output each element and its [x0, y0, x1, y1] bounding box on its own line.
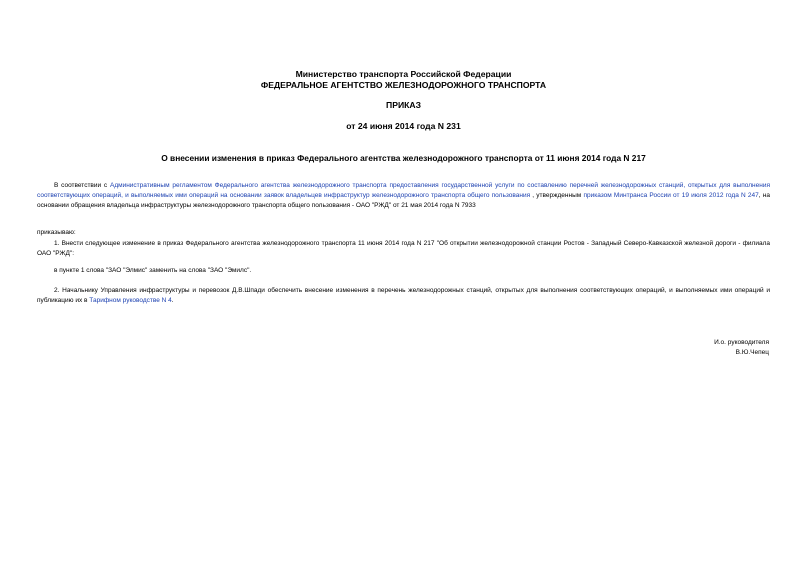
preamble-text-1: В соответствии с: [54, 182, 110, 189]
item-1-paragraph: 1. Внести следующее изменение в приказ Федерального агентства железнодорожного транспорта 11 июня 2014 года N 217 "Об открытии железнодорожной станции Ростов - Западный Северо-Кавказской железной дороги - филиала ОАО "РЖД":: [37, 240, 770, 257]
document-kind: ПРИКАЗ: [386, 100, 421, 110]
item-2-paragraph: [37, 286, 770, 306]
tariff-guide-link[interactable]: Тарифном руководстве N 4: [89, 297, 172, 304]
item-1-subparagraph: в пункте 1 слова "ЗАО "Элмис" заменить на слова "ЗАО "Эмилс".: [54, 267, 252, 274]
signature-role: И.о. руководителя: [714, 339, 769, 346]
regulation-link[interactable]: Административным регламентом Федерального агентства железнодорожного транспорта предоставления государственной услуги по составлению перечней железнодорожных станций, открытых для выполнения соответствующих операций, и выполняемых ими операций на основании заявок владельцев инфраструктур железнодорожного транспорта общего пользования: [37, 182, 770, 199]
ministry-title: Министерство транспорта Российской Федерации: [295, 69, 512, 79]
mintrans-order-link[interactable]: приказом Минтранса России от 19 июля 2012 года N 247: [583, 192, 759, 199]
order-word: приказываю:: [37, 229, 76, 236]
preamble-text-2: , утвержденным: [530, 192, 584, 199]
signature-name: В.Ю.Чепец: [735, 349, 769, 356]
preamble-text-3: , на основании обращения владельца инфраструктуры железнодорожного транспорта общего пользования - ОАО "РЖД" от 21 мая 2014 года N 7933: [37, 192, 770, 209]
document-date-number: от 24 июня 2014 года N 231: [346, 121, 461, 131]
item-2-text-1: 2. Начальнику Управления инфраструктуры и перевозок Д.В.Шпади обеспечить внесение изменения в перечень железнодорожных станций, открытых для выполнения соответствующих операций, и выполняемых ими операций и публикацию их в: [37, 287, 770, 304]
preamble-paragraph: [37, 181, 770, 211]
agency-title: ФЕДЕРАЛЬНОЕ АГЕНТСТВО ЖЕЛЕЗНОДОРОЖНОГО ТРАНСПОРТА: [260, 80, 547, 90]
item-2-text-2: .: [171, 297, 174, 304]
document-subject: О внесении изменения в приказ Федерального агентства железнодорожного транспорта от 11 июня 2014 года N 217: [161, 153, 646, 163]
